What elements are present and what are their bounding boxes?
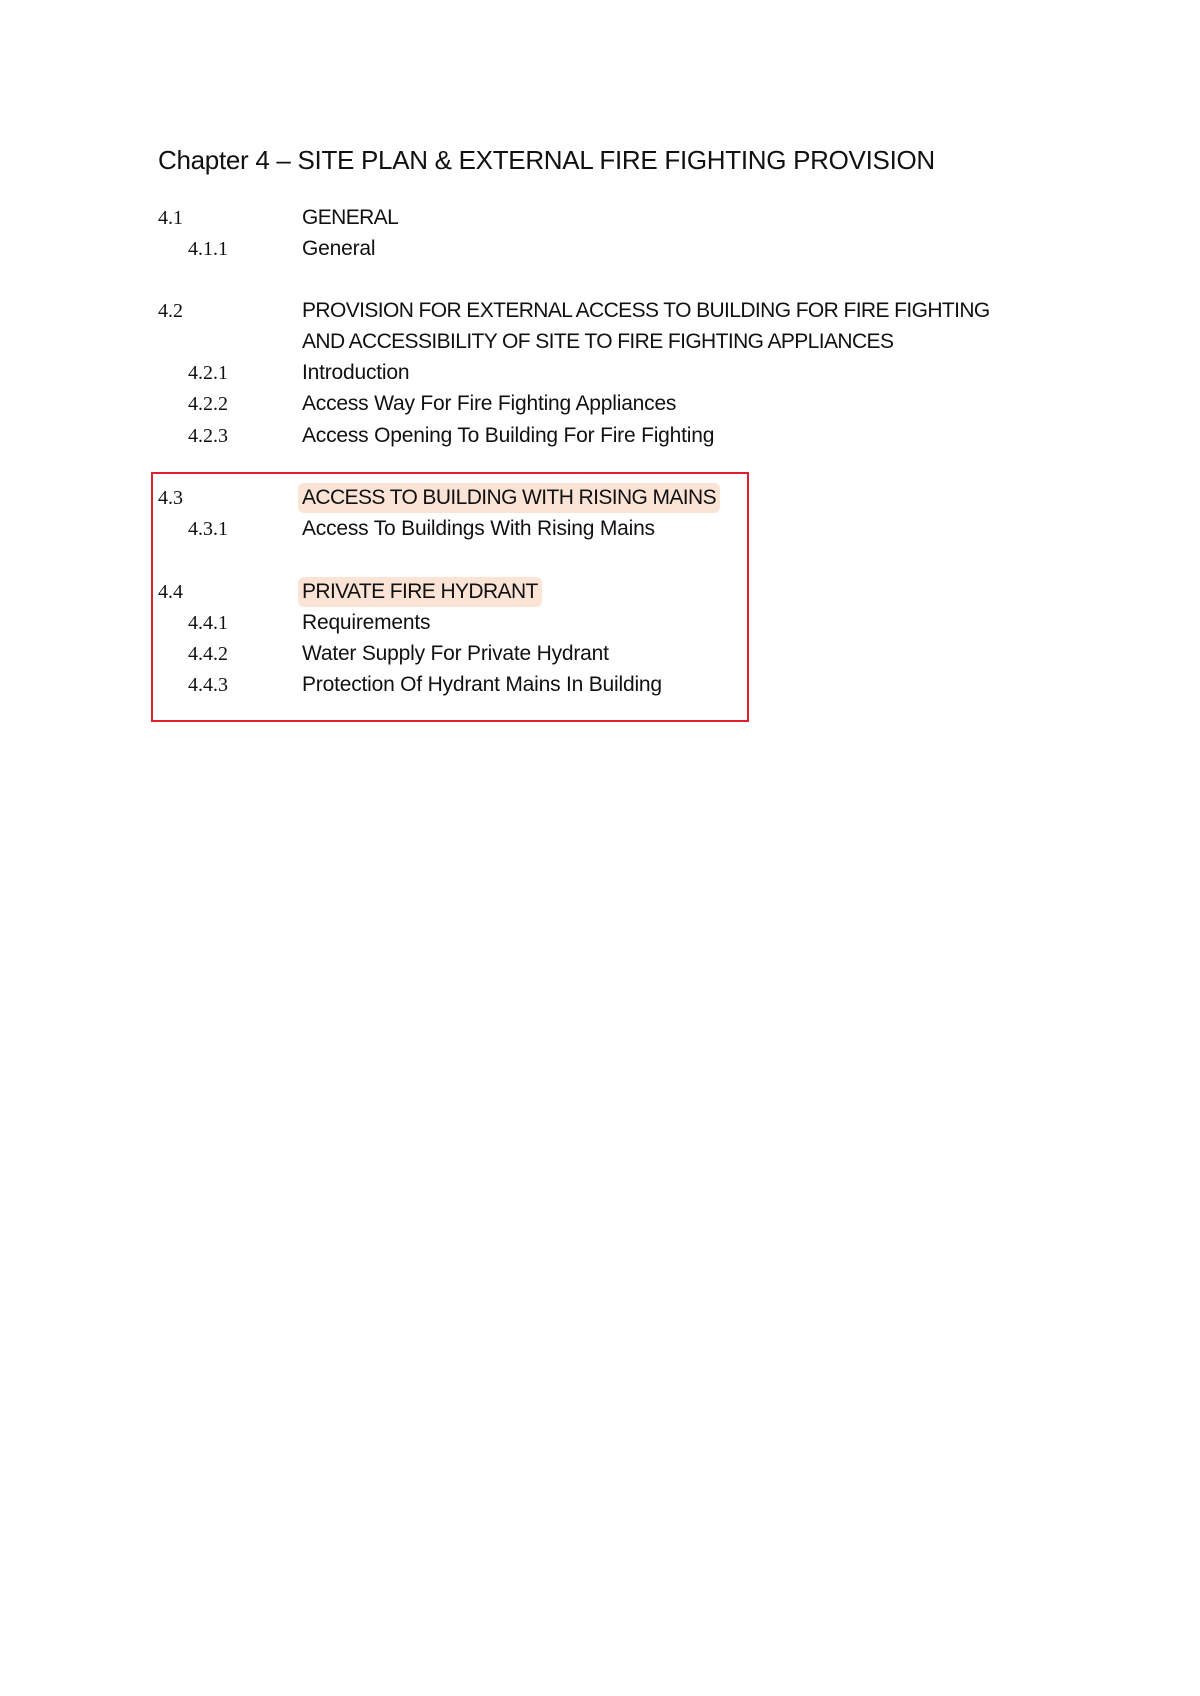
toc-number: 4.2.1 [188,362,228,384]
toc-label-highlighted: ACCESS TO BUILDING WITH RISING MAINS [298,483,720,513]
toc-number: 4.3.1 [188,518,228,540]
toc-number: 4.2.2 [188,393,228,415]
toc-number: 4.4.2 [188,643,228,665]
chapter-title: Chapter 4 – SITE PLAN & EXTERNAL FIRE FIGHTING PROVISION [158,145,935,175]
toc-label: Protection Of Hydrant Mains In Building [302,673,662,696]
toc-number: 4.2 [158,300,183,322]
toc-label: AND ACCESSIBILITY OF SITE TO FIRE FIGHTING APPLIANCES [302,330,894,353]
toc-label: Access Way For Fire Fighting Appliances [302,392,677,415]
toc-number: 4.1 [158,207,183,229]
toc-number: 4.2.3 [188,425,228,447]
toc-label: Introduction [302,361,410,384]
toc-label-highlighted: PRIVATE FIRE HYDRANT [298,577,542,607]
toc-label: Requirements [302,611,431,634]
toc-label: Water Supply For Private Hydrant [302,642,609,665]
toc-number: 4.3 [158,487,183,509]
toc-label: General [302,237,376,260]
toc-number: 4.4.1 [188,612,228,634]
toc-label: GENERAL [302,206,399,229]
toc-number: 4.1.1 [188,238,228,260]
toc-number: 4.4 [158,581,183,603]
toc-label: Access Opening To Building For Fire Fighting [302,424,715,447]
toc-number: 4.4.3 [188,674,228,696]
toc-label: PROVISION FOR EXTERNAL ACCESS TO BUILDING FOR FIRE FIGHTING [302,299,990,322]
toc-label: Access To Buildings With Rising Mains [302,517,655,540]
